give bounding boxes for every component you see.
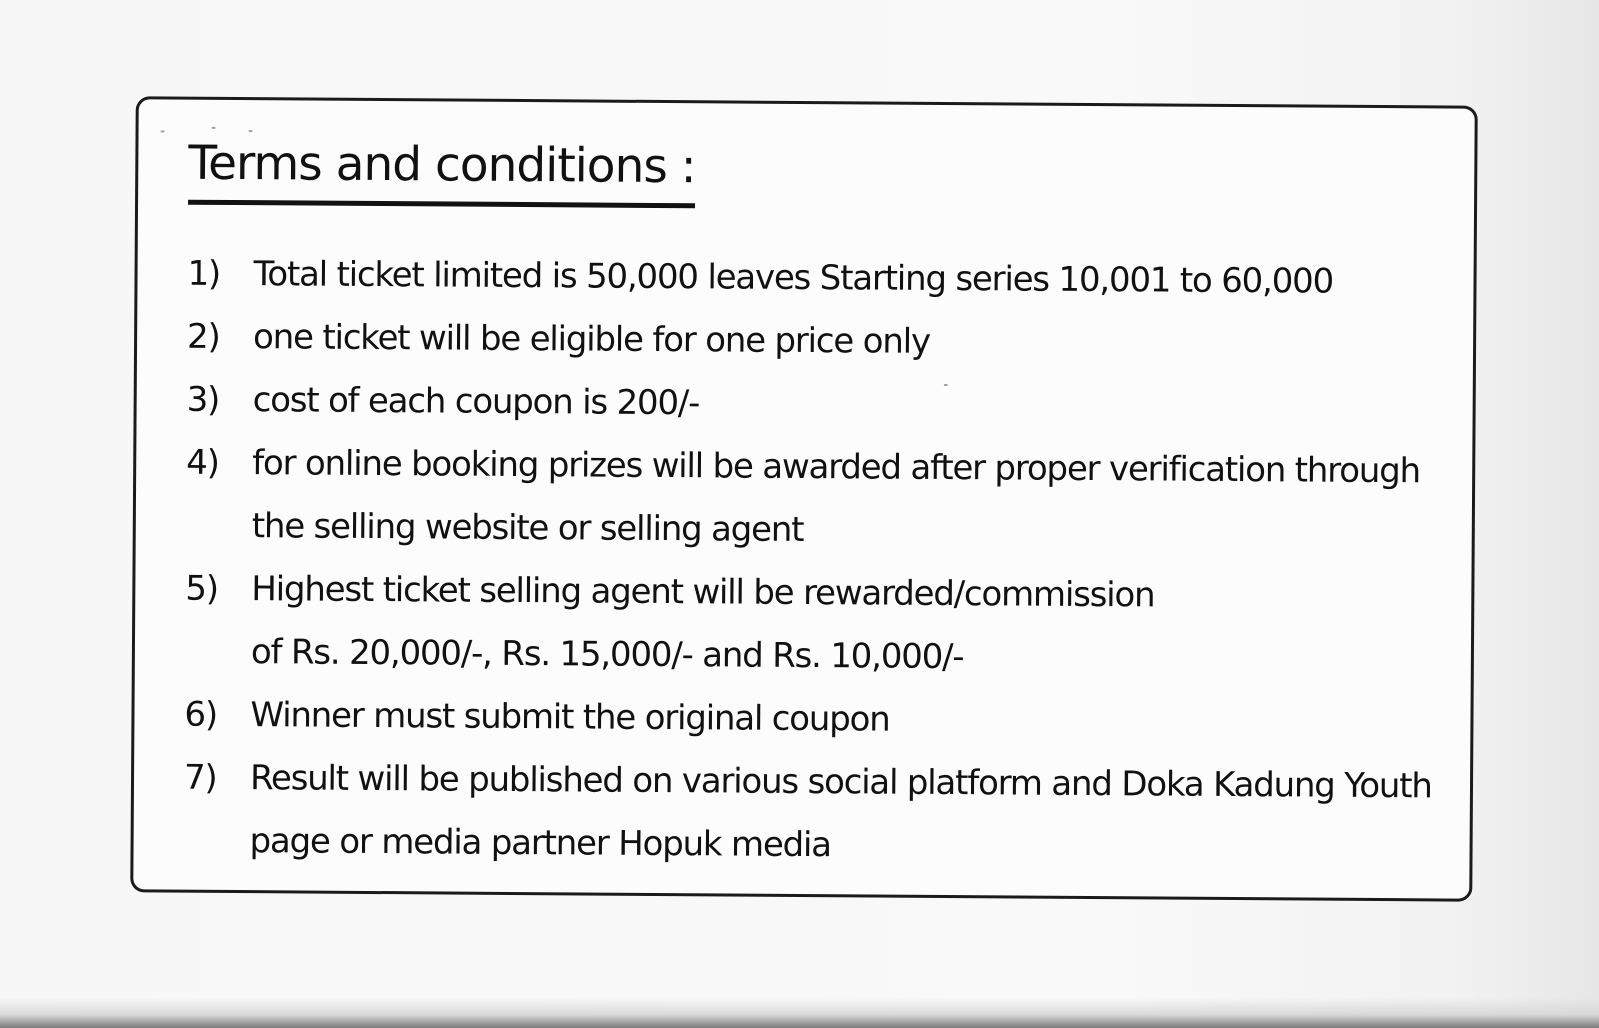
terms-title: Terms and conditions :: [188, 140, 696, 209]
term-number: 3): [186, 379, 220, 420]
term-text: [252, 432, 1421, 566]
term-text: [253, 243, 1333, 314]
print-speck: [212, 127, 216, 129]
term-line: of Rs. 20,000/-, Rs. 15,000/- and Rs. 10,000/-: [250, 632, 964, 678]
terms-and-conditions-card: [130, 96, 1478, 901]
term-line: for online booking prizes will be awarded after proper verification through: [252, 443, 1421, 492]
term-line: the selling website or selling agent: [251, 506, 804, 550]
term-number: 5): [185, 568, 218, 609]
term-text: [252, 369, 699, 435]
term-number: 6): [184, 694, 218, 735]
term-text: [250, 684, 890, 751]
term-item-5: [185, 558, 1451, 693]
term-item-3: [186, 369, 1451, 441]
term-number: 1): [187, 253, 221, 294]
term-line: one ticket will be eligible for one price only: [252, 317, 930, 362]
term-item-4: [186, 432, 1452, 567]
term-line: cost of each coupon is 200/-: [252, 380, 700, 424]
term-line: page or media partner Hopuk media: [249, 821, 832, 866]
term-text: [251, 558, 1155, 690]
terms-list: [183, 243, 1452, 882]
term-line: Winner must submit the original coupon: [250, 695, 890, 740]
print-speck: [249, 130, 253, 132]
term-number: 2): [186, 316, 220, 357]
paper-bottom-edge: [0, 998, 1599, 1028]
term-item-6: [184, 684, 1449, 756]
term-item-7: [183, 747, 1449, 882]
term-number: 7): [183, 757, 217, 798]
term-line: Total ticket limited is 50,000 leaves Starting series 10,001 to 60,000: [253, 254, 1334, 302]
term-line: Result will be published on various social platform and Doka Kadung Youth: [249, 758, 1432, 807]
term-text: [249, 747, 1432, 881]
term-text: [253, 306, 930, 374]
term-number: 4): [186, 442, 219, 483]
term-item-2: [187, 306, 1452, 378]
term-item-1: [187, 243, 1452, 315]
print-speck: [161, 130, 165, 132]
term-line: Highest ticket selling agent will be rewarded/commission: [251, 569, 1155, 616]
